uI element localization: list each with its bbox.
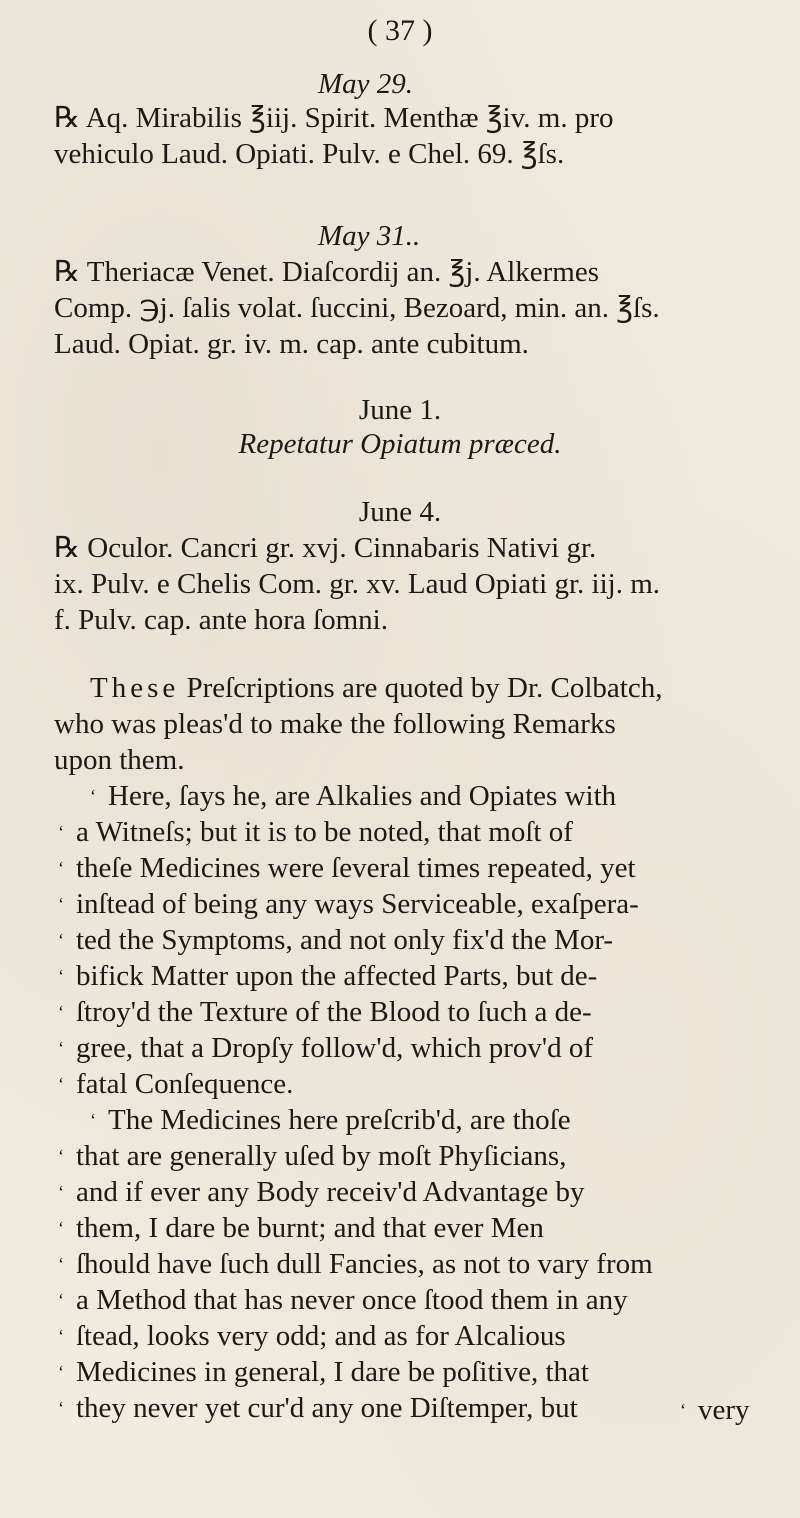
quotation-text: ſtroy'd the Texture of the Blood to ſuch a de- — [76, 996, 592, 1028]
quotation-text: fatal Conſequence. — [76, 1068, 294, 1100]
quote-mark: ‘ — [680, 1400, 686, 1420]
quotation-text: The Medicines here preſcrib'd, are thoſe — [108, 1104, 571, 1136]
quotation-line — [58, 1282, 628, 1318]
quotation-line — [58, 1246, 653, 1282]
page-number: ( 37 ) — [367, 14, 433, 47]
catchword-line — [680, 1392, 750, 1428]
quotation-line — [58, 886, 639, 922]
quote-mark: ‘ — [58, 930, 64, 950]
quotation-text: gree, that a Dropſy follow'd, which prov'd of — [76, 1032, 594, 1064]
quotation-text: ted the Symptoms, and not only fix'd the Mor- — [76, 924, 614, 956]
quote-mark: ‘ — [58, 1290, 64, 1310]
quotation-line — [58, 850, 636, 886]
quotation-line — [58, 1174, 585, 1210]
prescription-line: ℞ Oculor. Cancri gr. xvj. Cinnabaris Nativi gr. — [54, 532, 597, 564]
prescription-line: Laud. Opiat. gr. iv. m. cap. ante cubitum. — [54, 328, 529, 360]
paragraph-text: Preſcriptions are quoted by Dr. Colbatch, — [186, 672, 663, 704]
quotation-line — [58, 994, 592, 1030]
prescription-line: f. Pulv. cap. ante hora ſomni. — [54, 604, 388, 636]
quotation-line — [58, 1066, 293, 1102]
quote-mark: ‘ — [58, 1362, 64, 1382]
quote-mark: ‘ — [58, 1218, 64, 1238]
prescription-line: ℞ Theriacæ Venet. Diaſcordij an. ℥j. Alkermes — [54, 256, 600, 288]
quotation-text: that are generally uſed by moſt Phyſicians, — [76, 1140, 567, 1172]
quotation-text: theſe Medicines were ſeveral times repeated, yet — [76, 852, 636, 884]
quote-mark: ‘ — [58, 1038, 64, 1058]
quotation-line — [58, 1390, 578, 1426]
quote-mark: ‘ — [58, 1326, 64, 1346]
quote-mark: ‘ — [58, 1182, 64, 1202]
quotation-text: inſtead of being any ways Serviceable, exaſpera- — [76, 888, 639, 920]
entry-date: June 1. — [358, 394, 442, 426]
prescription-line: Repetatur Opiatum præced. — [238, 428, 562, 460]
quotation-line — [58, 922, 613, 958]
quote-mark: ‘ — [58, 1146, 64, 1166]
quote-mark: ‘ — [58, 894, 64, 914]
paragraph-first-word: These — [90, 672, 180, 704]
entry-date: May 31.. — [318, 220, 421, 252]
quotation-line — [58, 1318, 566, 1354]
quotation-text: ſtead, looks very odd; and as for Alcalious — [76, 1320, 566, 1352]
prescription-line: vehiculo Laud. Opiati. Pulv. e Chel. 69. ℥ſs. — [54, 138, 565, 170]
prescription-line: ix. Pulv. e Chelis Com. gr. xv. Laud Opiati gr. iij. m. — [54, 568, 661, 600]
quote-mark: ‘ — [58, 822, 64, 842]
quote-mark: ‘ — [58, 858, 64, 878]
quote-mark: ‘ — [58, 966, 64, 986]
paragraph-line: who was pleas'd to make the following Remarks — [54, 708, 616, 740]
quotation-line — [58, 1354, 589, 1390]
paragraph-line — [90, 670, 662, 706]
catchword: very — [698, 1394, 750, 1426]
quote-mark: ‘ — [58, 1398, 64, 1418]
entry-date: May 29. — [318, 68, 414, 100]
quotation-text: them, I dare be burnt; and that ever Men — [76, 1212, 544, 1244]
quotation-text: Medicines in general, I dare be poſitive, that — [76, 1356, 589, 1388]
quotation-line — [58, 958, 597, 994]
quote-mark: ‘ — [90, 786, 96, 806]
quotation-text: they never yet cur'd any one Diſtemper, but — [76, 1392, 578, 1424]
quotation-line — [58, 1030, 593, 1066]
quote-mark: ‘ — [58, 1074, 64, 1094]
quotation-line — [90, 778, 616, 814]
prescription-line: ℞ Aq. Mirabilis ℥iij. Spirit. Menthæ ℥iv. m. pro — [54, 102, 614, 134]
quotation-line — [58, 814, 573, 850]
quote-mark: ‘ — [58, 1254, 64, 1274]
quotation-text: bifick Matter upon the affected Parts, but de- — [76, 960, 598, 992]
quotation-text: ſhould have ſuch dull Fancies, as not to vary from — [76, 1248, 653, 1280]
paragraph-line: upon them. — [54, 744, 185, 776]
quotation-text: Here, ſays he, are Alkalies and Opiates with — [108, 780, 617, 812]
quotation-line — [90, 1102, 571, 1138]
quotation-line — [58, 1138, 566, 1174]
quotation-text: a Witneſs; but it is to be noted, that moſt of — [76, 816, 573, 848]
quote-mark: ‘ — [58, 1002, 64, 1022]
quotation-text: and if ever any Body receiv'd Advantage by — [76, 1176, 585, 1208]
quotation-line — [58, 1210, 544, 1246]
quotation-text: a Method that has never once ſtood them in any — [76, 1284, 628, 1316]
prescription-line: Comp. ℈j. ſalis volat. ſuccini, Bezoard, min. an. ℥ſs. — [54, 292, 660, 324]
entry-date: June 4. — [358, 496, 442, 528]
quote-mark: ‘ — [90, 1110, 96, 1130]
